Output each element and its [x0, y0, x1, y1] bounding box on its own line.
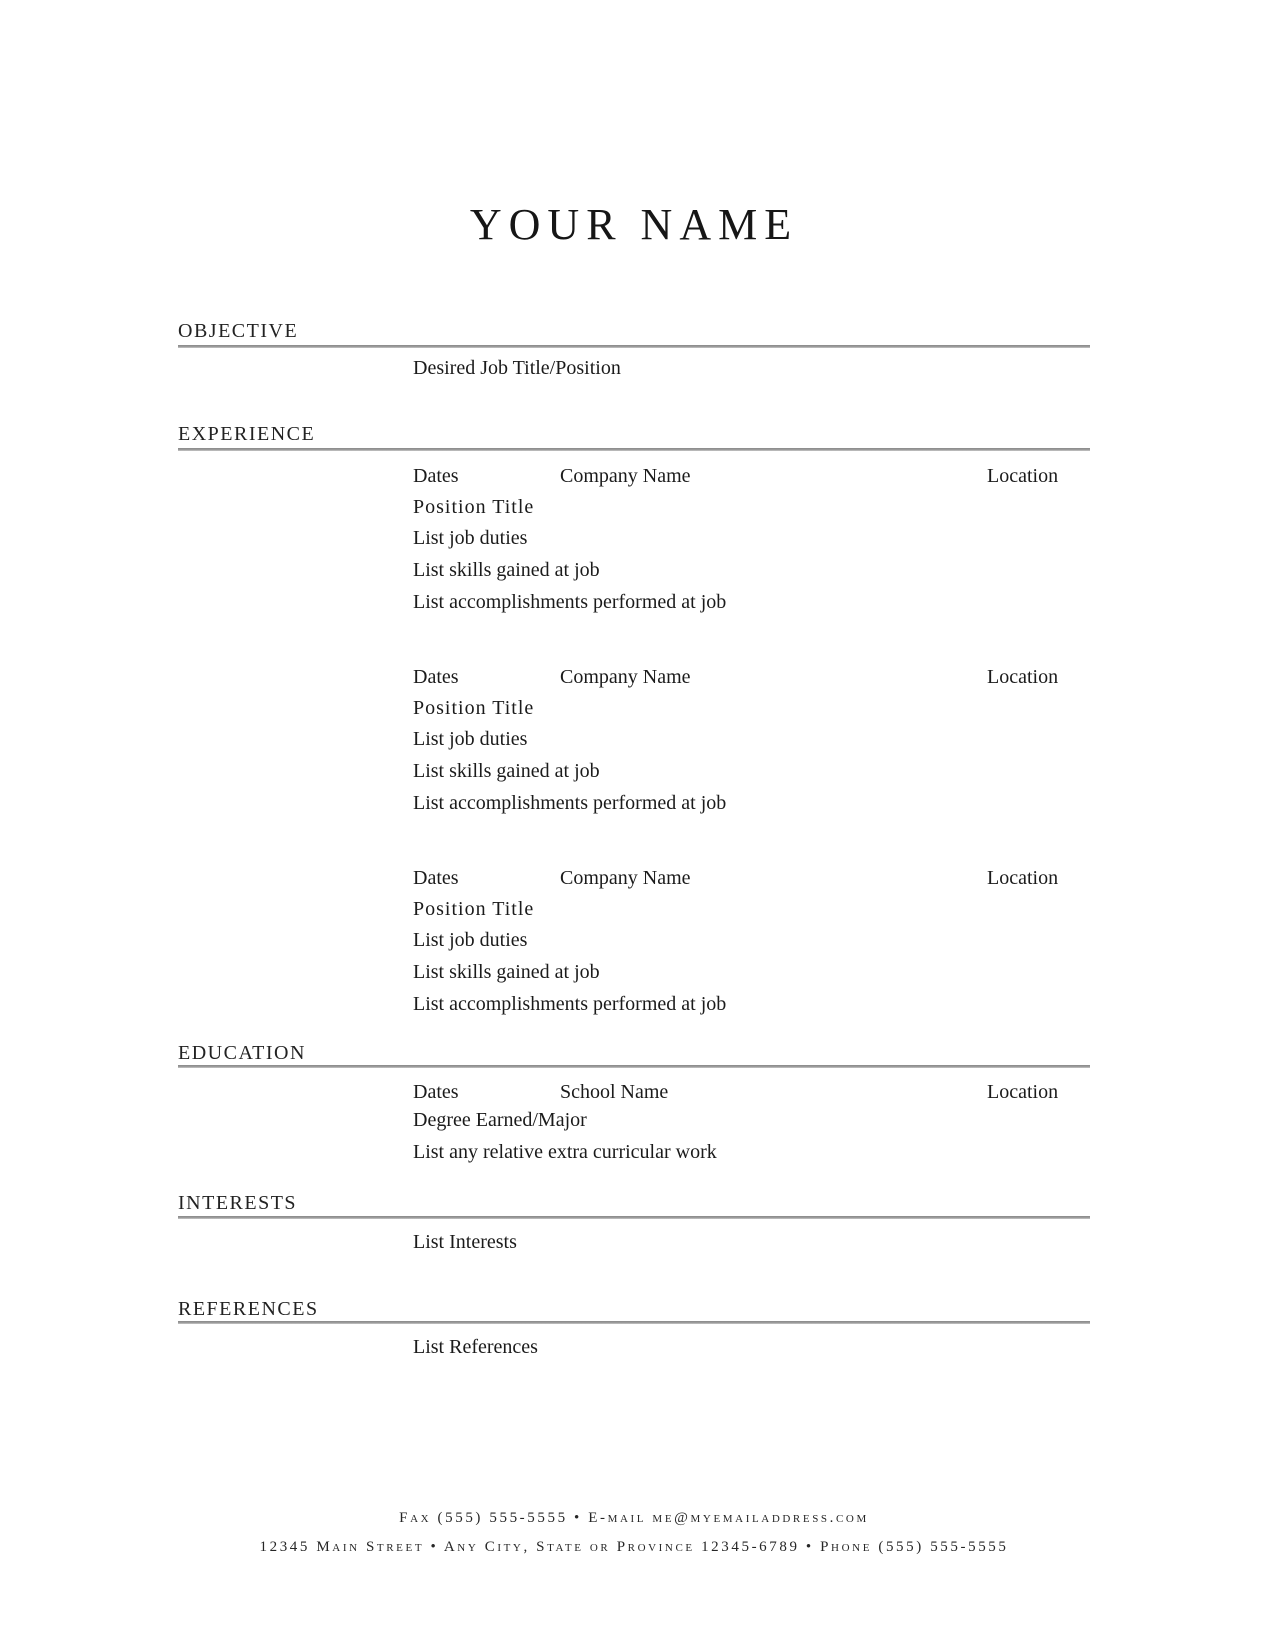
education-rule [178, 1065, 1090, 1068]
education-dates: Dates [413, 1081, 459, 1103]
education-school: School Name [560, 1081, 669, 1103]
entry-dates: Dates [413, 465, 459, 487]
entry-duties: List job duties [413, 929, 528, 951]
entry-company: Company Name [560, 465, 691, 487]
entry-duties: List job duties [413, 728, 528, 750]
footer-fax-email-line: Fax (555) 555-5555 • E-mail me@myemailaddress.com [399, 1510, 869, 1526]
entry-company: Company Name [560, 666, 691, 688]
objective-heading: OBJECTIVE [178, 320, 299, 342]
objective-rule [178, 345, 1090, 348]
education-extra-curricular: List any relative extra curricular work [413, 1141, 717, 1163]
entry-location: Location [987, 465, 1059, 487]
entry-position-title: Position Title [413, 697, 535, 719]
interests-rule [178, 1216, 1090, 1219]
entry-company: Company Name [560, 867, 691, 889]
entry-dates: Dates [413, 867, 459, 889]
page-title: YOUR NAME [469, 200, 799, 249]
entry-duties: List job duties [413, 527, 528, 549]
entry-accomplishments: List accomplishments performed at job [413, 591, 727, 613]
entry-location: Location [987, 867, 1059, 889]
references-heading: REFERENCES [178, 1298, 319, 1320]
references-rule [178, 1321, 1090, 1324]
objective-body: Desired Job Title/Position [413, 357, 621, 379]
footer-address-phone-line: 12345 Main Street • Any City, State or Province 12345-6789 • Phone (555) 555-5555 [259, 1539, 1009, 1555]
education-degree: Degree Earned/Major [413, 1109, 587, 1131]
entry-skills: List skills gained at job [413, 559, 600, 581]
entry-accomplishments: List accomplishments performed at job [413, 792, 727, 814]
experience-rule [178, 448, 1090, 451]
entry-location: Location [987, 666, 1059, 688]
entry-accomplishments: List accomplishments performed at job [413, 993, 727, 1015]
entry-position-title: Position Title [413, 898, 535, 920]
interests-heading: INTERESTS [178, 1192, 298, 1214]
entry-dates: Dates [413, 666, 459, 688]
education-location: Location [987, 1081, 1059, 1103]
entry-skills: List skills gained at job [413, 961, 600, 983]
interests-body: List Interests [413, 1231, 517, 1253]
entry-position-title: Position Title [413, 496, 535, 518]
references-body: List References [413, 1336, 538, 1358]
entry-skills: List skills gained at job [413, 760, 600, 782]
education-heading: EDUCATION [178, 1042, 306, 1064]
experience-heading: EXPERIENCE [178, 423, 316, 445]
